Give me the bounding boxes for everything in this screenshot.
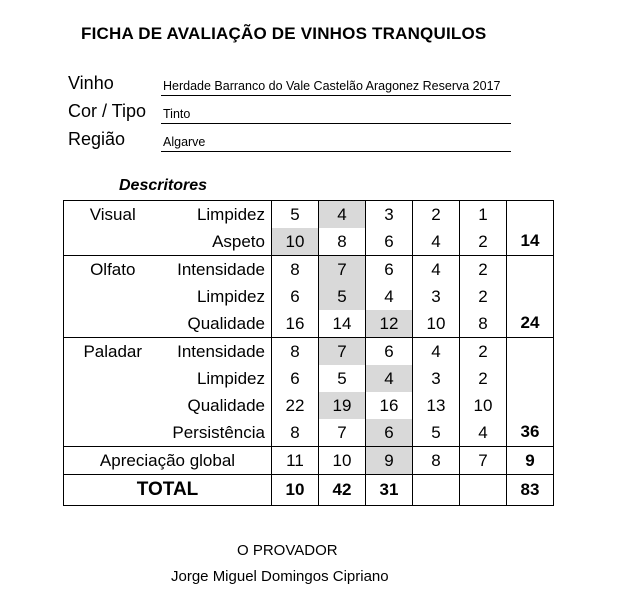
score-cell: 11	[272, 447, 319, 475]
group-total: 14	[507, 201, 554, 256]
score-cell: 8	[272, 256, 319, 284]
score-cell: 5	[319, 283, 366, 310]
footer-role: O PROVADOR	[237, 542, 338, 559]
score-cell: 5	[319, 365, 366, 392]
score-cell: 6	[366, 256, 413, 284]
info-row-cor-tipo	[68, 98, 518, 124]
descriptor-label: Aspeto	[162, 228, 272, 256]
descriptor-label: Limpidez	[196, 286, 265, 306]
score-cell: 7	[319, 256, 366, 284]
footer-name: Jorge Miguel Domingos Cipriano	[171, 568, 389, 585]
descriptor-label: Qualidade	[162, 310, 272, 338]
column-total	[460, 475, 507, 506]
score-cell: 4	[413, 256, 460, 284]
score-cell: 4	[460, 419, 507, 447]
score-cell: 2	[460, 228, 507, 256]
info-label-cor-tipo: Cor / Tipo	[68, 101, 147, 121]
table-row	[64, 447, 554, 475]
score-cell: 22	[272, 392, 319, 419]
score-cell: 4	[413, 228, 460, 256]
score-cell: 10	[272, 228, 319, 256]
score-cell: 7	[319, 338, 366, 366]
score-cell: 8	[319, 228, 366, 256]
score-cell: 4	[366, 365, 413, 392]
group-total: 36	[507, 338, 554, 447]
score-cell: 6	[366, 228, 413, 256]
score-cell: 12	[366, 310, 413, 338]
apreciacao-label: Apreciação global	[64, 447, 272, 475]
score-cell: 5	[413, 419, 460, 447]
category-label: Visual	[64, 201, 162, 256]
info-value-vinho: Herdade Barranco do Vale Castelão Aragonez Reserva 2017	[163, 79, 501, 93]
score-cell: 3	[366, 201, 413, 229]
score-cell: 10	[319, 447, 366, 475]
score-cell: 14	[319, 310, 366, 338]
score-cell: 3	[413, 365, 460, 392]
info-field-cor-tipo	[161, 103, 511, 124]
score-cell: 4	[366, 283, 413, 310]
info-label-regiao: Região	[68, 129, 126, 149]
apreciacao-total: 9	[507, 447, 554, 475]
score-cell: 8	[460, 310, 507, 338]
score-cell: 7	[319, 419, 366, 447]
info-value-regiao: Algarve	[163, 135, 206, 149]
category-label: Olfato	[64, 256, 162, 338]
score-cell: 13	[413, 392, 460, 419]
column-total: 10	[272, 475, 319, 506]
score-cell: 3	[413, 283, 460, 310]
score-cell: 16	[366, 392, 413, 419]
score-cell: 4	[413, 338, 460, 366]
score-cell: 6	[366, 419, 413, 447]
group-total: 24	[507, 256, 554, 338]
score-cell: 8	[272, 419, 319, 447]
table-row	[64, 201, 554, 229]
score-cell: 2	[413, 201, 460, 229]
score-cell: 1	[460, 201, 507, 229]
descriptor-label: Intensidade	[162, 338, 272, 366]
score-cell: 6	[272, 283, 319, 310]
score-cell: 4	[319, 201, 366, 229]
descriptor-label: Persistência	[162, 419, 272, 447]
score-cell: 10	[460, 392, 507, 419]
info-label-vinho: Vinho	[68, 73, 114, 93]
score-cell: 2	[460, 283, 507, 310]
score-cell: 5	[272, 201, 319, 229]
descriptor-label: Qualidade	[187, 395, 265, 415]
form-title: FICHA DE AVALIAÇÃO DE VINHOS TRANQUILOS	[81, 24, 487, 43]
grand-total: 83	[507, 475, 554, 506]
score-cell: 6	[366, 338, 413, 366]
score-cell: 8	[413, 447, 460, 475]
score-cell: 9	[366, 447, 413, 475]
info-value-cor-tipo: Tinto	[163, 107, 191, 121]
descritores-heading: Descritores	[119, 177, 208, 194]
info-row-vinho	[68, 70, 518, 96]
column-total: 42	[319, 475, 366, 506]
evaluation-table	[63, 200, 554, 506]
score-cell: 8	[272, 338, 319, 366]
column-total: 31	[366, 475, 413, 506]
score-cell: 10	[413, 310, 460, 338]
score-cell: 6	[272, 365, 319, 392]
category-label: Paladar	[64, 338, 162, 447]
descriptor-label: Limpidez	[196, 368, 265, 388]
descriptor-label: Intensidade	[162, 256, 272, 284]
info-field-vinho	[161, 75, 511, 96]
descriptor-label: Limpidez	[162, 201, 272, 229]
table-row	[64, 338, 554, 366]
column-total	[413, 475, 460, 506]
info-row-regiao	[68, 126, 518, 152]
score-cell: 7	[460, 447, 507, 475]
score-cell: 2	[460, 338, 507, 366]
table-row	[64, 475, 554, 506]
total-label: TOTAL	[64, 475, 272, 506]
table-row	[64, 256, 554, 284]
score-cell: 2	[460, 365, 507, 392]
score-cell: 2	[460, 256, 507, 284]
score-cell: 19	[319, 392, 366, 419]
info-field-regiao	[161, 131, 511, 152]
score-cell: 16	[272, 310, 319, 338]
